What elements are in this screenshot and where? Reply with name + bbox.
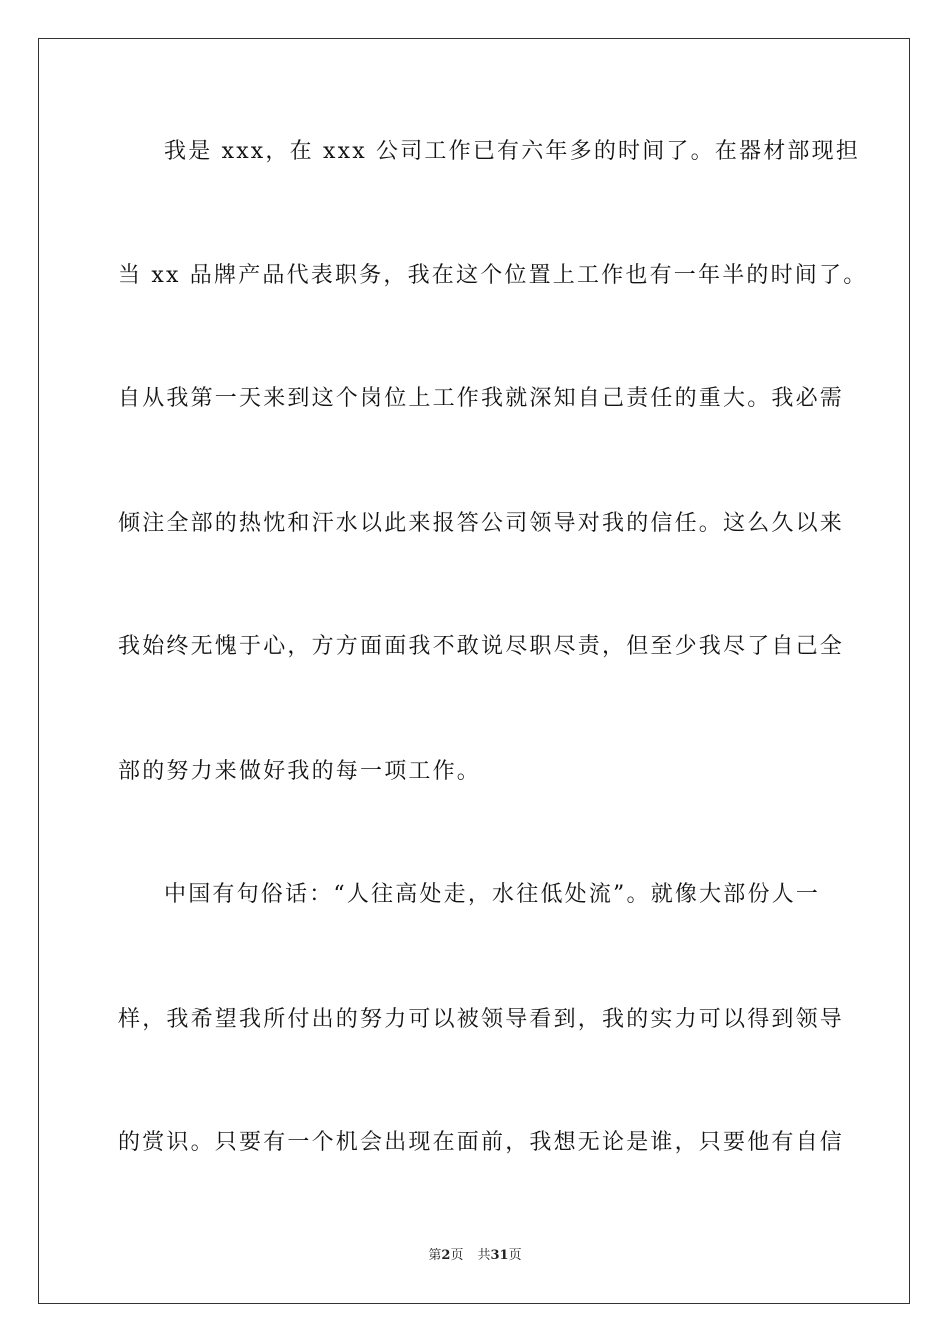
page-label-suffix: 页 bbox=[450, 1248, 464, 1263]
page-number: 2 bbox=[441, 1248, 451, 1263]
paragraph-1-line-4: 倾注全部的热忱和汗水以此来报答公司领导对我的信任。这么久以来 bbox=[118, 511, 845, 536]
paragraph-2-line-2: 样，我希望我所付出的努力可以被领导看到，我的实力可以得到领导 bbox=[118, 1007, 845, 1032]
total-label-suffix: 页 bbox=[508, 1248, 522, 1263]
paragraph-1-line-5: 我始终无愧于心，方方面面我不敢说尽职尽责，但至少我尽了自己全 bbox=[118, 634, 845, 659]
paragraph-2-line-3: 的赏识。只要有一个机会出现在面前，我想无论是谁，只要他有自信 bbox=[118, 1130, 845, 1155]
paragraph-1-line-6: 部的努力来做好我的每一项工作。 bbox=[118, 759, 482, 784]
paragraph-1-line-1: 我是 xxx，在 xxx 公司工作已有六年多的时间了。在器材部现担 bbox=[164, 139, 861, 164]
page-label-prefix: 第 bbox=[428, 1248, 442, 1263]
total-label-prefix: 共 bbox=[477, 1248, 491, 1263]
paragraph-1-line-3: 自从我第一天来到这个岗位上工作我就深知自己责任的重大。我必需 bbox=[118, 386, 845, 411]
paragraph-1-line-2: 当 xx 品牌产品代表职务，我在这个位置上工作也有一年半的时间了。 bbox=[118, 263, 868, 288]
paragraph-2-line-1: 中国有句俗话：“人往高处走，水往低处流”。就像大部份人一 bbox=[164, 882, 821, 907]
page-border bbox=[38, 38, 910, 1304]
page-footer bbox=[0, 1247, 950, 1265]
total-pages: 31 bbox=[490, 1248, 509, 1263]
